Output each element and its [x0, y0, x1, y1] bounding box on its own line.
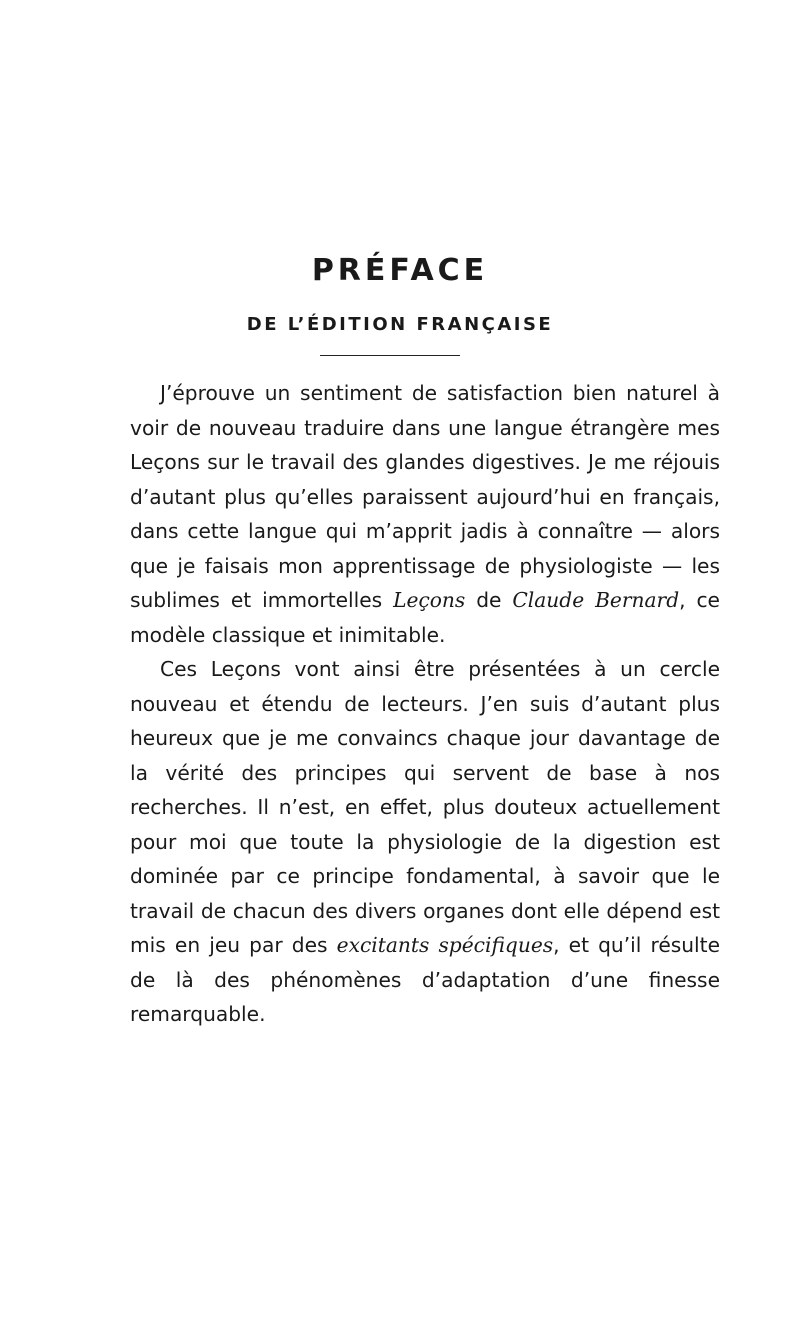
title-divider [320, 355, 460, 356]
page-title: PRÉFACE [311, 253, 489, 288]
paragraph-1 [130, 376, 720, 652]
paragraph-1-italic-lecons: Leçons [393, 588, 466, 612]
paragraph-2-italic-excitants: excitants spécifiques [336, 933, 554, 957]
paragraph-2 [130, 652, 720, 1032]
page-subtitle: DE L’ÉDITION FRANÇAISE [246, 314, 554, 335]
paragraph-1-text-c: , ce modèle classique et inimitable. [130, 588, 720, 647]
paragraph-2-text-a: Ces Leçons vont ainsi être présentées à un cercle nouveau et étendu de lecteurs. J’en suis d’autant plus heureux que je me convaincs chaque jour davantage de la vérité des principes qui servent de base à nos recherches. Il n’est, en effet, plus douteux actuellement pour moi que toute la physiologie de la digestion est dominée par ce principe fondamental, à savoir que le travail de chacun des divers organes dont elle dépend est mis en jeu par des [130, 657, 720, 957]
paragraph-1-text-a: J’éprouve un sentiment de satisfaction bien naturel à voir de nouveau traduire dans une langue étrangère mes Leçons sur le travail des glandes digestives. Je me réjouis d’autant plus qu’elles paraissent aujourd’hui en français, dans cette langue qui m’apprit jadis à connaître — alors que je faisais mon apprentissage de physiologiste — les sublimes et immortelles [130, 381, 720, 612]
paragraph-2-text-b: , et qu’il résulte de là des phénomènes d’adaptation d’une finesse remarquable. [130, 933, 720, 1026]
paragraph-1-text-b: de [465, 588, 513, 612]
preface-body [130, 376, 720, 1032]
paragraph-1-italic-claude-bernard: Claude Bernard [512, 588, 680, 612]
